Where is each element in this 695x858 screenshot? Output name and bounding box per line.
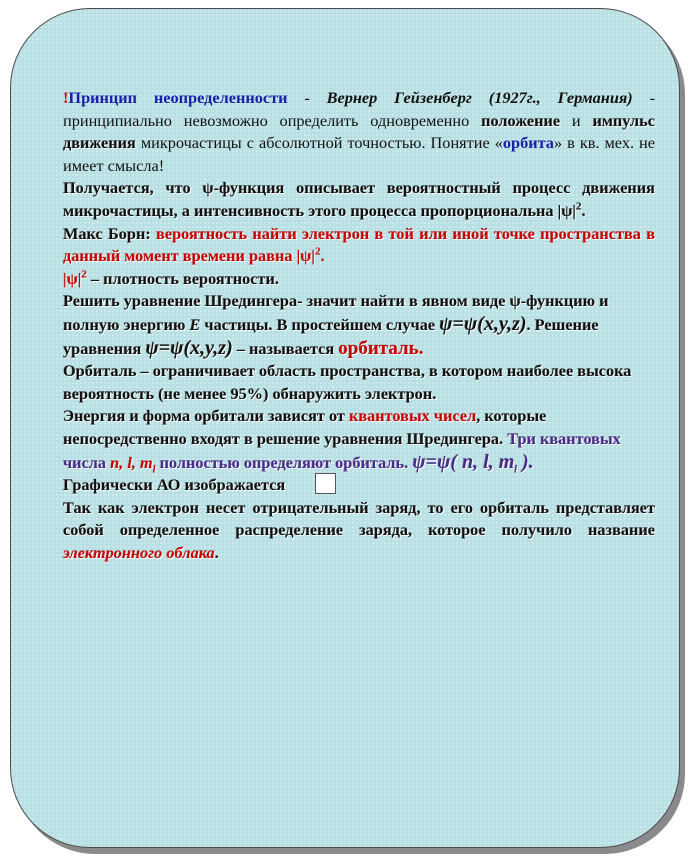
text: » в кв. мех. не имеет смысла! bbox=[63, 133, 655, 175]
text: и bbox=[560, 110, 593, 130]
orbital-definition bbox=[63, 360, 655, 405]
term-quantum-numbers: квантовых чисел bbox=[348, 406, 477, 426]
text: Графически АО изображается bbox=[63, 475, 286, 495]
subscript: l bbox=[514, 463, 518, 475]
cloud-paragraph bbox=[63, 497, 655, 565]
subscript: l bbox=[152, 463, 156, 475]
psi-paragraph bbox=[63, 177, 655, 222]
superscript: 2 bbox=[81, 268, 87, 281]
text: – плотность вероятности. bbox=[86, 268, 279, 288]
term-orbit: орбита bbox=[502, 133, 554, 153]
text: микрочастицы с абсолютной точностью. Понятие « bbox=[135, 133, 503, 153]
text: Так как электрон несет отрицательный заряд, то его орбиталь представляет собой определенное распределение заряда, которое получило название bbox=[63, 497, 655, 540]
term-momentum: импульс движения bbox=[63, 110, 655, 153]
text: полностью определяют орбиталь. bbox=[155, 452, 413, 472]
formula-psi: ψ=ψ(x,y,z) bbox=[145, 336, 233, 359]
quantum-ml: m bbox=[140, 452, 153, 472]
text: Энергия и форма орбитали зависят от bbox=[63, 406, 349, 426]
schrodinger-paragraph bbox=[63, 290, 655, 360]
superscript: 2 bbox=[314, 245, 321, 258]
text: Три квантовых числа bbox=[63, 428, 621, 472]
born-paragraph bbox=[63, 223, 655, 268]
text: ). bbox=[517, 450, 534, 473]
text: Решить уравнение Шредингера- значит найти в явном виде ψ-функцию и полную энергию bbox=[63, 291, 609, 334]
term-electron-cloud: электронного облака bbox=[63, 543, 215, 563]
text: частицы. В простейшем случае bbox=[200, 314, 440, 334]
text: , которые непосредственно входят в решение уравнения Шредингера. bbox=[63, 406, 547, 448]
dash: - bbox=[287, 88, 327, 107]
psi-modulus: |ψ| bbox=[63, 268, 82, 288]
born-statement: вероятность найти электрон в той или иной точке пространства в данный момент времени равна |ψ| bbox=[63, 223, 655, 266]
term-position: положение bbox=[481, 110, 561, 130]
author: Вернер Гейзенберг (1927г., Германия) bbox=[326, 88, 633, 107]
term-orbital: орбиталь. bbox=[338, 337, 424, 359]
text: . bbox=[581, 200, 586, 220]
text: Орбиталь – ограничивает область пространства, в котором наиболее высока вероятность (не менее 95%) обнаружить электрон. bbox=[63, 361, 632, 403]
superscript: 2 bbox=[576, 200, 582, 213]
term-uncertainty: Принцип неопределенности bbox=[68, 88, 288, 107]
exclamation: ! bbox=[63, 88, 69, 107]
born-name: Макс Борн: bbox=[63, 223, 151, 243]
energy-symbol: E bbox=[189, 314, 201, 334]
quantum-l: l, bbox=[127, 452, 136, 472]
density-paragraph bbox=[63, 268, 655, 291]
content bbox=[63, 87, 655, 565]
graphic-ao-paragraph bbox=[63, 474, 655, 497]
text: - принципиально невозможно определить одновременно bbox=[63, 88, 655, 130]
uncertainty-paragraph bbox=[63, 87, 655, 177]
text-card bbox=[10, 8, 680, 848]
text: – называется bbox=[232, 338, 339, 358]
formula-psi: ψ=ψ(x,y,z) bbox=[439, 312, 527, 335]
ao-box-icon bbox=[315, 473, 336, 494]
text: . bbox=[214, 543, 219, 563]
quantum-n: n, bbox=[110, 452, 124, 472]
text: Получается, что ψ-функция описывает вероятностный процесс движения микрочастицы, а интенсивность этого процесса пропорциональна |ψ| bbox=[63, 178, 655, 220]
quantum-numbers-paragraph bbox=[63, 405, 655, 474]
text: . bbox=[320, 246, 325, 266]
formula-orbital: ψ=ψ( n, l, m bbox=[412, 450, 515, 473]
text: . Решение уравнения bbox=[63, 314, 599, 358]
